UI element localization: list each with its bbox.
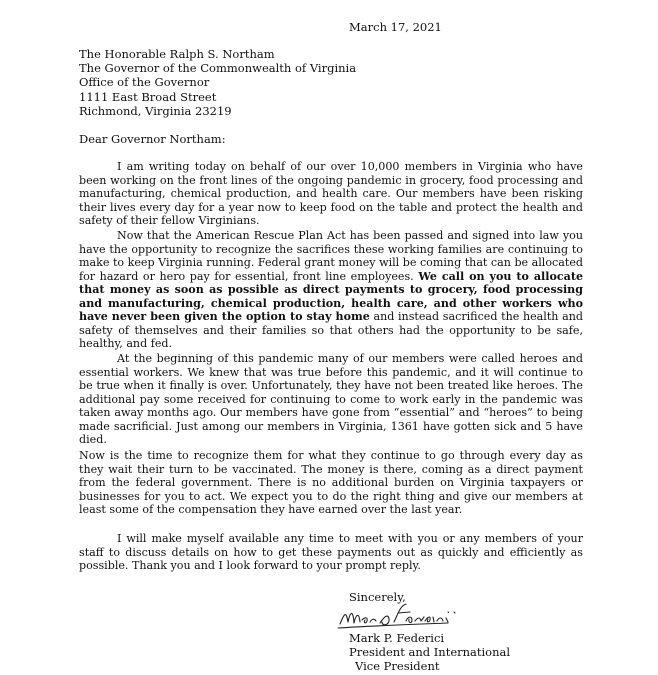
- signer-name: Mark P. Federici: [349, 631, 445, 645]
- recipient-line-2: The Governor of the Commonwealth of Virginia: [79, 61, 357, 76]
- paragraph-2-conclusion: and instead sacrificed the health and safety of themselves and their families so that others had the opportunity to be safe, healthy, and fed.: [79, 310, 583, 350]
- paragraph-1: I am writing today on behalf of our over 10,000 members in Virginia who have been working on the front lines of the ongoing pandemic in grocery, food processing and manufacturing, chemical production, and health care. Our members have been risking their lives every day for a year now to keep food on the table and protect the health and safety of their fellow Virginians.: [79, 160, 583, 227]
- paragraph-3: At the beginning of this pandemic many of our members were called heroes and essential workers. We knew that was true before this pandemic, and it will continue to be true when it finally is over. Unfortunately, they have not been treated like heroes. The additional pay some received for continuing to come to work early in the pandemic was taken away months ago. Our members have gone from “essential” and “heroes” to being made sacrificial. Just among our members in Virginia, 1361 have gotten sick and 5 have died.: [79, 352, 583, 446]
- recipient-line-5: Richmond, Virginia 23219: [79, 103, 232, 118]
- paragraph-2-intro: Now that the American Rescue Plan Act has been passed and signed into law you have the opportunity to recognize the sacrifices these working families are continuing to make to keep Virginia running. Federal grant money will be coming that can be allocated for hazard or hero pay for essential, front line employees.: [79, 229, 583, 283]
- paragraph-2: [79, 229, 583, 351]
- signer-block: [349, 631, 510, 674]
- paragraph-5: I will make myself available any time to meet with you or any members of your staff to discuss details on how to get these payments out as quickly and efficiently as possible. Thank you and I look forward to your prompt reply.: [79, 532, 583, 572]
- recipient-line-4: 1111 East Broad Street: [79, 89, 217, 104]
- paragraph-4: Now is the time to recognize them for what they continue to go through every day as they wait their turn to be vaccinated. The money is there, coming as a direct payment from the federal government. There is no additional burden on Virginia taxpayers or businesses for you to act. We expect you to do the right thing and give our members at least some of the compensation they have earned over the last year.: [79, 449, 583, 516]
- signer-title-line-1: President and International: [349, 645, 511, 660]
- signer-title-line-2: Vice President: [355, 659, 440, 674]
- paragraph-2-call-to-action: We call on you to allocate that money as soon as possible as direct payments to grocery, food processing and manufacturing, chemical production, health care, and other workers who have never been given the option to stay home: [79, 269, 583, 323]
- closing: Sincerely,: [349, 590, 406, 604]
- recipient-line-3: Office of the Governor: [79, 75, 210, 90]
- salutation: Dear Governor Northam:: [79, 132, 226, 146]
- recipient-line-1: The Honorable Ralph S. Northam: [79, 47, 275, 61]
- recipient-address: [79, 47, 356, 118]
- letter-date: March 17, 2021: [349, 20, 442, 34]
- handwritten-signature: [336, 600, 476, 632]
